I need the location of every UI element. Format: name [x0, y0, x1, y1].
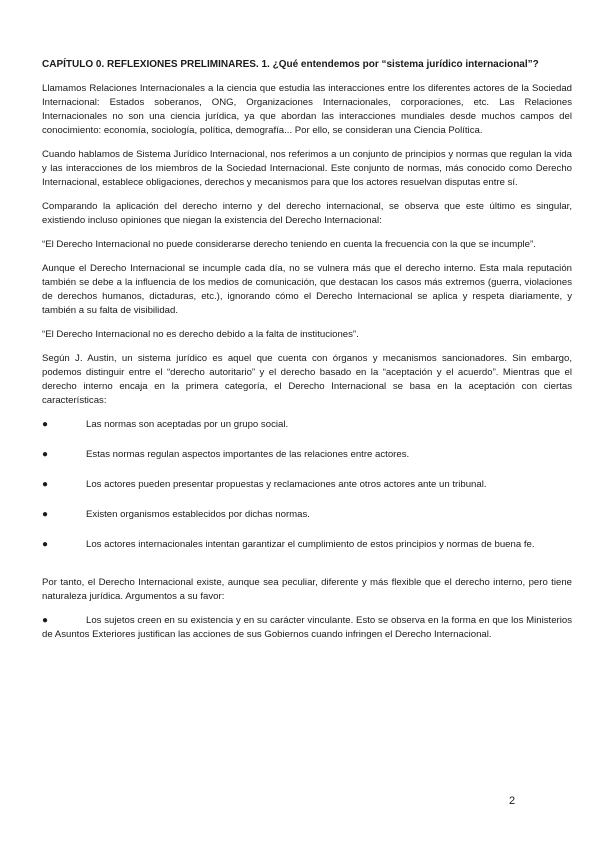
bullet-icon: ●: [42, 539, 49, 550]
list-item-text: Los sujetos creen en su existencia y en su carácter vinculante. Esto se observa en la forma en que los Ministerios de Asuntos Exteriores justifican las acciones de sus Gobiernos cuando infringen el Derecho Internacional.: [42, 615, 572, 640]
list-item: [42, 478, 572, 492]
document-page: [42, 58, 572, 642]
list-item-text: Las normas son aceptadas por un grupo social.: [86, 419, 289, 430]
bullet-icon: ●: [42, 449, 49, 460]
paragraph: Llamamos Relaciones Internacionales a la ciencia que estudia las interacciones entre los diferentes actores de la Sociedad Internacional: Estados soberanos, ONG, Organizaciones Internacionales, corporaciones, etc. Las Relaciones Internacionales no son una ciencia jurídica, ya que abordan las interacciones mundiales desde muchos campos del conocimiento: economía, sociología, política, demografía... Por ello, se consideran una Ciencia Política.: [42, 83, 572, 136]
quote-paragraph: “El Derecho Internacional no puede considerarse derecho teniendo en cuenta la frecuencia con la que se incumple”.: [42, 239, 536, 250]
spacer: [42, 552, 572, 576]
list-item-text: Existen organismos establecidos por dichas normas.: [86, 509, 310, 520]
page-number: 2: [509, 795, 516, 807]
list-item-text: Estas normas regulan aspectos importantes de las relaciones entre actores.: [86, 449, 410, 460]
list-item-text: Los actores internacionales intentan garantizar el cumplimiento de estos principios y normas de buena fe.: [86, 539, 535, 550]
list-item: [42, 418, 572, 432]
paragraph: Según J. Austin, un sistema jurídico es aquel que cuenta con órganos y mecanismos sancionadores. Sin embargo, podemos distinguir entre el “derecho autoritario” y el derecho basado en la “aceptación y el acuerdo”. Mientras que el derecho interno encaja en la primera categoría, el Derecho Internacional se basa en la aceptación con ciertas características:: [42, 353, 572, 406]
paragraph: Por tanto, el Derecho Internacional existe, aunque sea peculiar, diferente y más flexible que el derecho interno, pero tiene naturaleza jurídica. Argumentos a su favor:: [42, 577, 572, 602]
bullet-icon: ●: [42, 615, 49, 626]
chapter-heading: CAPÍTULO 0. REFLEXIONES PRELIMINARES. 1. ¿Qué entendemos por “sistema jurídico internacional”?: [42, 59, 539, 70]
characteristics-list: [42, 418, 572, 552]
list-item: [42, 448, 572, 462]
list-item: [42, 508, 572, 522]
quote-paragraph: “El Derecho Internacional no es derecho debido a la falta de instituciones”.: [42, 329, 359, 340]
intro-paragraphs: [42, 82, 572, 408]
list-item: [42, 614, 572, 642]
paragraph: Aunque el Derecho Internacional se incumple cada día, no se vulnera más que el derecho interno. Esta mala reputación también se debe a la influencia de los medios de comunicación, que destacan los casos más extremos (guerra, violaciones de derechos humanos, dictaduras, etc.), ignorando cómo el Derecho Internacional se aplica y respeta diariamente, y también a su falta de visibilidad.: [42, 263, 572, 316]
paragraph: Cuando hablamos de Sistema Jurídico Internacional, nos referimos a un conjunto de principios y normas que regulan la vida y las interacciones de los miembros de la Sociedad Internacional. Este conjunto de normas, más conocido como Derecho Internacional, establece obligaciones, derechos y mecanismos para que los actores resuelvan disputas entre sí.: [42, 149, 572, 188]
bullet-icon: ●: [42, 479, 49, 490]
bullet-icon: ●: [42, 509, 49, 520]
list-item: [42, 538, 572, 552]
arguments-list: [42, 614, 572, 642]
paragraph: Comparando la aplicación del derecho interno y del derecho internacional, se observa que este último es singular, existiendo incluso opiniones que niegan la existencia del Derecho Internacional:: [42, 201, 572, 226]
bullet-icon: ●: [42, 419, 49, 430]
list-item-text: Los actores pueden presentar propuestas y reclamaciones ante otros actores ante un tribunal.: [86, 479, 487, 490]
